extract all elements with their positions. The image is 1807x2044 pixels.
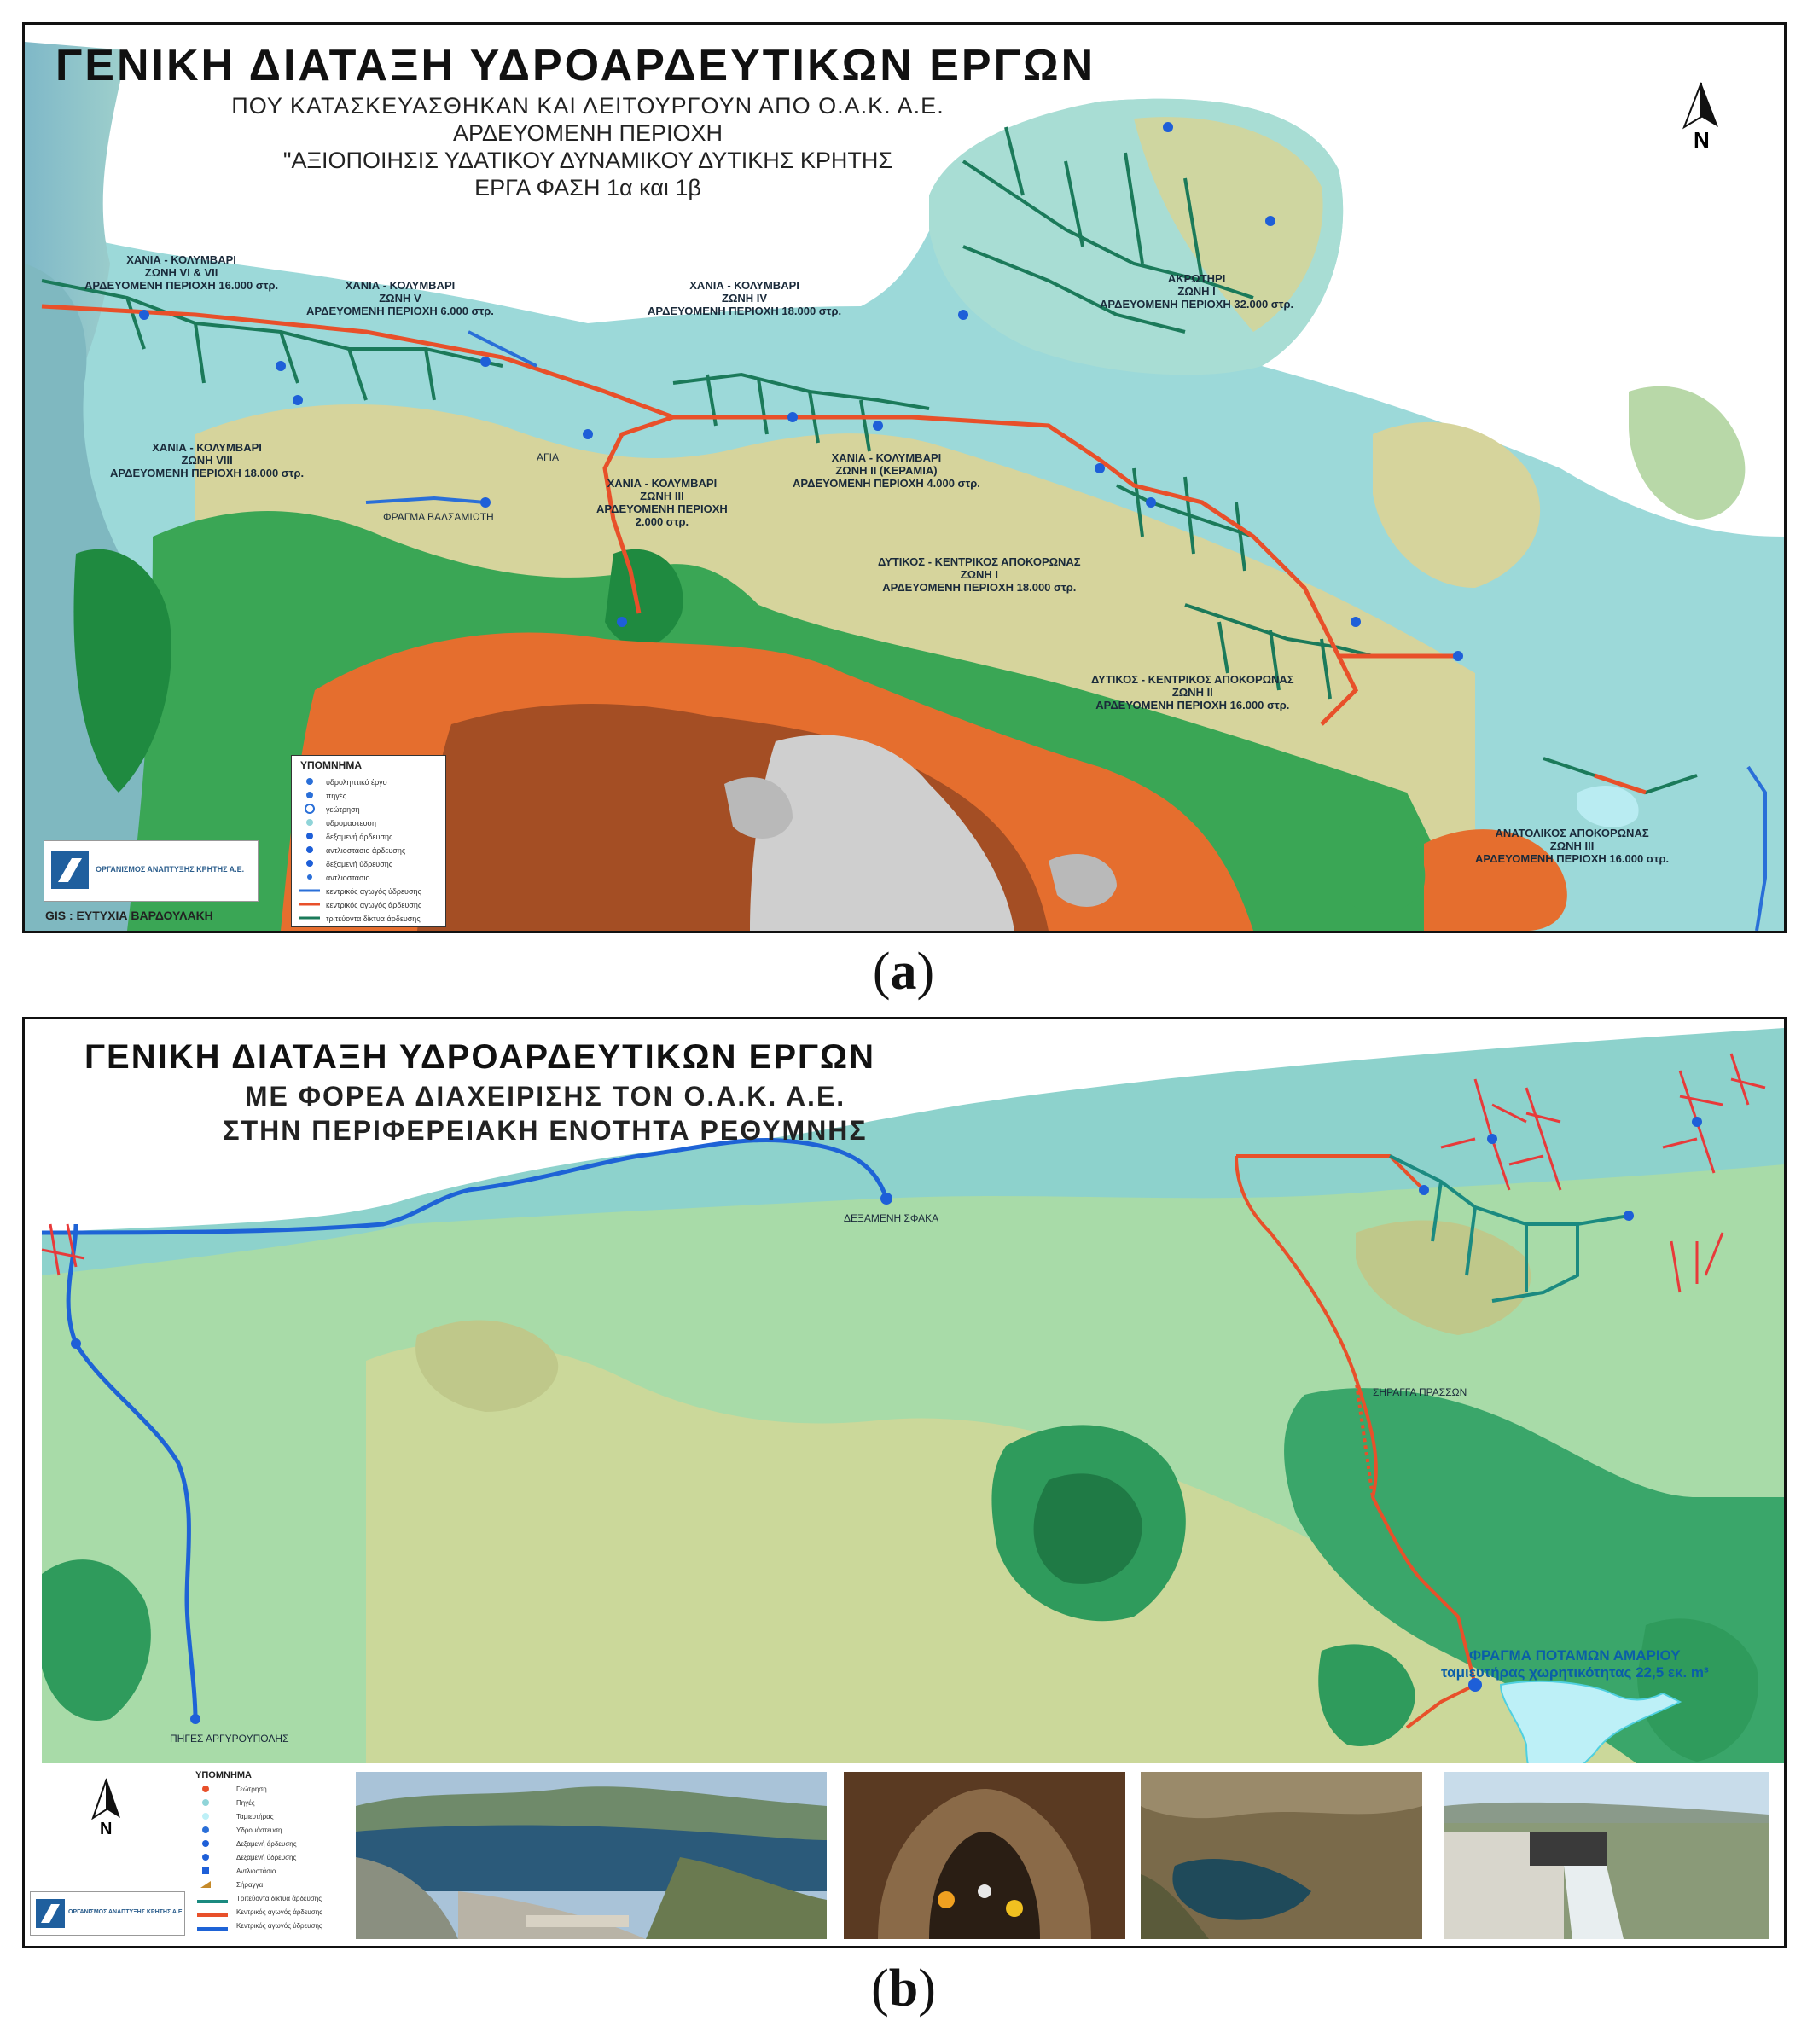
legend-title: ΥΠΟΜΝΗΜΑ [195,1770,252,1780]
legend-item: γεώτρηση [326,805,360,814]
legend-item: Γεώτρηση [236,1786,267,1793]
zone-label: ΧΑΝΙΑ - ΚΟΛΥΜΒΑΡΙ ΖΩΝΗ II (ΚΕΡΑΜΙΑ) ΑΡΔΕΥΟΜΕΝΗ ΠΕΡΙΟΧΗ 4.000 στρ. [793,451,980,490]
legend-item: Δεξαμενή ύδρευσης [236,1854,297,1861]
north-label: N [1694,127,1710,153]
legend-item: Τριτεύοντα δίκτυα άρδευσης [236,1895,322,1902]
legend-item: Κεντρικός αγωγός άρδευσης [236,1908,323,1916]
north-label: N [100,1820,113,1838]
zone-label: ΧΑΝΙΑ - ΚΟΛΥΜΒΑΡΙ ΖΩΝΗ VIII ΑΡΔΕΥΟΜΕΝΗ ΠΕΡΙΟΧΗ 18.000 στρ. [110,441,305,479]
legend-item: Υδρομάστευση [236,1826,282,1834]
zone-label: ΧΑΝΙΑ - ΚΟΛΥΜΒΑΡΙ ΖΩΝΗ VI & VII ΑΡΔΕΥΟΜΕΝΗ ΠΕΡΙΟΧΗ 16.000 στρ. [84,253,279,292]
map-title: ΓΕΝΙΚΗ ΔΙΑΤΑΞΗ ΥΔΡΟΑΡΔΕΥΤΙΚΩΝ ΕΡΓΩΝ [55,41,1096,90]
legend-item: δεξαμενή ύδρευσης [326,860,393,868]
legend-symbols [297,775,322,925]
legend-item: πηγές [326,792,347,800]
zone-label: ΑΝΑΤΟΛΙΚΟΣ ΑΠΟΚΟΡΩΝΑΣ ΖΩΝΗ III ΑΡΔΕΥΟΜΕΝΗ ΠΕΡΙΟΧΗ 16.000 στρ. [1475,827,1670,865]
legend-item: αντλιοστάσιο [326,874,370,882]
legend-item: κεντρικός αγωγός άρδευσης [326,901,422,909]
legend-item: τριτεύοντα δίκτυα άρδευσης [326,915,421,923]
photo-spillway [1444,1772,1769,1939]
zone-label: ΧΑΝΙΑ - ΚΟΛΥΜΒΑΡΙ ΖΩΝΗ IV ΑΡΔΕΥΟΜΕΝΗ ΠΕΡΙΟΧΗ 18.000 στρ. [648,279,842,317]
dam-name: ΦΡΑΓΜΑ ΠΟΤΑΜΩΝ ΑΜΑΡΙΟΥ [1469,1647,1681,1664]
map-title: ΓΕΝΙΚΗ ΔΙΑΤΑΞΗ ΥΔΡΟΑΡΔΕΥΤΙΚΩΝ ΕΡΓΩΝ [84,1038,876,1076]
legend-symbols [195,1784,230,1946]
map-subtitle: "ΑΞΙΟΠΟΙΗΣΙΣ ΥΔΑΤΙΚΟΥ ΔΥΝΑΜΙΚΟΥ ΔΥΤΙΚΗΣ ΚΡΗΤΗΣ [282,148,893,173]
oak-logo [30,1891,185,1936]
zone-label: ΧΑΝΙΑ - ΚΟΛΥΜΒΑΡΙ ΖΩΝΗ V ΑΡΔΕΥΟΜΕΝΗ ΠΕΡΙΟΧΗ 6.000 στρ. [306,279,494,317]
photo-aerial [1141,1772,1422,1939]
legend-item: Δεξαμενή άρδευσης [236,1840,297,1848]
logo-text: ΟΡΓΑΝΙΣΜΟΣ ΑΝΑΠΤΥΞΗΣ ΚΡΗΤΗΣ Α.Ε. [68,1909,184,1915]
dam-label [1441,1647,1709,1681]
oak-logo-icon [51,851,89,889]
legend-item: Πηγές [236,1799,255,1807]
place-label: ΣΗΡΑΓΓΑ ΠΡΑΣΣΩΝ [1373,1386,1467,1398]
oak-logo-icon [36,1899,65,1928]
legend-title: ΥΠΟΜΝΗΜΑ [300,759,362,771]
zone-label: ΑΚΡΩΤΗΡΙ ΖΩΝΗ I ΑΡΔΕΥΟΜΕΝΗ ΠΕΡΙΟΧΗ 32.000 στρ. [1100,272,1294,311]
legend-item: Ταμιευτήρας [236,1813,274,1820]
legend-item: υδροληπτικό έργο [326,778,387,787]
place-label: ΑΓΙΑ [537,451,559,463]
map-footer [25,1763,1784,1946]
map-subtitle: ΠΟΥ ΚΑΤΑΣΚΕΥΑΣΘΗΚΑΝ ΚΑΙ ΛΕΙΤΟΥΡΓΟΥΝ ΑΠΟ Ο.Α.Κ. Α.Ε. [231,93,944,119]
legend-item: αντλιοστάσιο άρδευσης [326,846,406,855]
legend-item: Αντλιοστάσιο [236,1867,276,1875]
photo-tunnel [844,1772,1125,1939]
legend-item: κεντρικός αγωγός ύδρευσης [326,887,421,896]
map-subtitle: ΑΡΔΕΥΟΜΕΝΗ ΠΕΡΙΟΧΗ [452,120,723,146]
zone-label: ΔΥΤΙΚΟΣ - ΚΕΝΤΡΙΚΟΣ ΑΠΟΚΟΡΩΝΑΣ ΖΩΝΗ II ΑΡΔΕΥΟΜΕΝΗ ΠΕΡΙΟΧΗ 16.000 στρ. [1091,673,1294,711]
photo-dam-lake [356,1772,827,1939]
place-label: ΠΗΓΕΣ ΑΡΓΥΡΟΥΠΟΛΗΣ [170,1733,289,1745]
legend-item: υδρομαστευση [326,819,377,827]
credit-text: GIS : ΕΥΤΥΧΙΑ ΒΑΡΔΟΥΛΑΚΗ [45,909,213,922]
dam-capacity: ταμιευτήρας χωρητικότητας 22,5 εκ. m³ [1441,1664,1709,1681]
panel-label-a: (a) [872,943,935,1001]
map-subtitle: ΜΕ ΦΟΡΕΑ ΔΙΑΧΕΙΡΙΣΗΣ ΤΟΝ Ο.Α.Κ. Α.Ε. [244,1081,846,1112]
place-label: ΦΡΑΓΜΑ ΒΑΛΣΑΜΙΩΤΗ [383,511,494,523]
map-legend [291,755,446,927]
place-label: ΔΕΞΑΜΕΝΗ ΣΦΑΚΑ [844,1212,939,1224]
map-panel-a [22,22,1787,933]
logo-text: ΟΡΓΑΝΙΣΜΟΣ ΑΝΑΠΤΥΞΗΣ ΚΡΗΤΗΣ Α.Ε. [96,865,245,874]
zone-label: ΔΥΤΙΚΟΣ - ΚΕΝΤΡΙΚΟΣ ΑΠΟΚΟΡΩΝΑΣ ΖΩΝΗ I ΑΡΔΕΥΟΜΕΝΗ ΠΕΡΙΟΧΗ 18.000 στρ. [878,555,1081,594]
legend-item: Κεντρικός αγωγός ύδρευσης [236,1922,322,1930]
legend-item: δεξαμενή άρδευσης [326,833,393,841]
zone-label: ΧΑΝΙΑ - ΚΟΛΥΜΒΑΡΙ ΖΩΝΗ III ΑΡΔΕΥΟΜΕΝΗ ΠΕΡΙΟΧΗ 2.000 στρ. [596,477,728,528]
legend-item: Σήραγγα [236,1881,264,1889]
panel-label-b: (b) [871,1960,936,2018]
north-arrow-icon [1671,76,1731,161]
oak-logo [44,840,259,902]
north-arrow-icon [81,1774,132,1847]
map-subtitle: ΕΡΓΑ ΦΑΣΗ 1α και 1β [474,175,701,200]
map-panel-b [22,1017,1787,1948]
map-subtitle: ΣΤΗΝ ΠΕΡΙΦΕΡΕΙΑΚΗ ΕΝΟΤΗΤΑ ΡΕΘΥΜΝΗΣ [223,1115,868,1146]
